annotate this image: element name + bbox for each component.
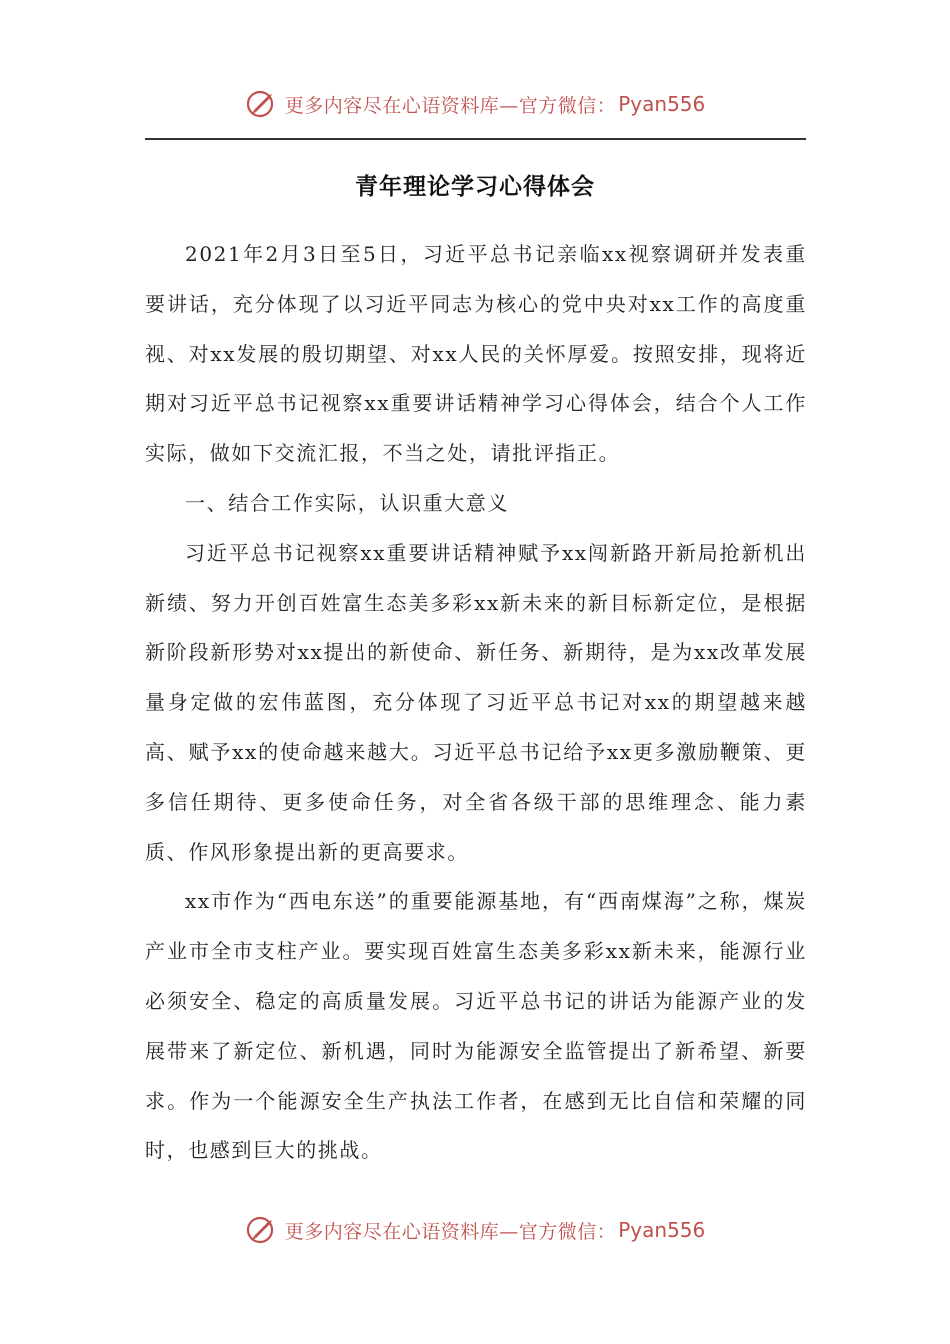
pen-logo-icon <box>245 87 279 121</box>
section-heading-1: 一、结合工作实际，认识重大意义 <box>185 490 509 515</box>
header-banner-text: 更多内容尽在心语资料库—官方微信： <box>284 94 617 117</box>
paragraph-energy-base: xx市作为“西电东送”的重要能源基地，有“西南煤海”之称，煤炭产业市全市支柱产业。要实现百姓富生态美多彩xx新未来，能源行业必须安全、稳定的高质量发展。习近平总书记的讲话为能源产业的发展带来了新定位、新机遇，同时为能源安全监管提出了新希望、新要求。作为一个能源安全生产执法工作者，在感到无比自信和荣耀的同时，也感到巨大的挑战。 <box>145 889 807 1163</box>
paragraph-significance: 习近平总书记视察xx重要讲话精神赋予xx闯新路开新局抢新机出新绩、努力开创百姓富生态美多彩xx新未来的新目标新定位，是根据新阶段新形势对xx提出的新使命、新任务、新期待，是为xx改革发展量身定做的宏伟蓝图，充分体现了习近平总书记对xx的期望越来越高、赋予xx的使命越来越大。习近平总书记给予xx更多激励鞭策、更多信任期待、更多使命任务，对全省各级干部的思维理念、能力素质、作风形象提出新的更高要求。 <box>145 540 807 864</box>
paragraph-intro: 2021年2月3日至5日，习近平总书记亲临xx视察调研并发表重要讲话，充分体现了以习近平同志为核心的党中央对xx工作的高度重视、对xx发展的殷切期望、对xx人民的关怀厚爱。按照安排，现将近期对习近平总书记视察xx重要讲话精神学习心得体会，结合个人工作实际，做如下交流汇报，不当之处，请批评指正。 <box>145 242 807 466</box>
header-banner-wechat-id: Pyan556 <box>618 92 706 116</box>
footer-banner <box>0 1210 950 1250</box>
document-title: 青年理论学习心得体会 <box>355 173 595 200</box>
document-body <box>145 230 807 1176</box>
header-divider <box>145 138 806 140</box>
footer-banner-wechat-id: Pyan556 <box>618 1218 706 1242</box>
pen-logo-icon <box>245 1213 279 1247</box>
footer-banner-text: 更多内容尽在心语资料库—官方微信： <box>284 1220 617 1243</box>
header-banner <box>0 84 950 124</box>
